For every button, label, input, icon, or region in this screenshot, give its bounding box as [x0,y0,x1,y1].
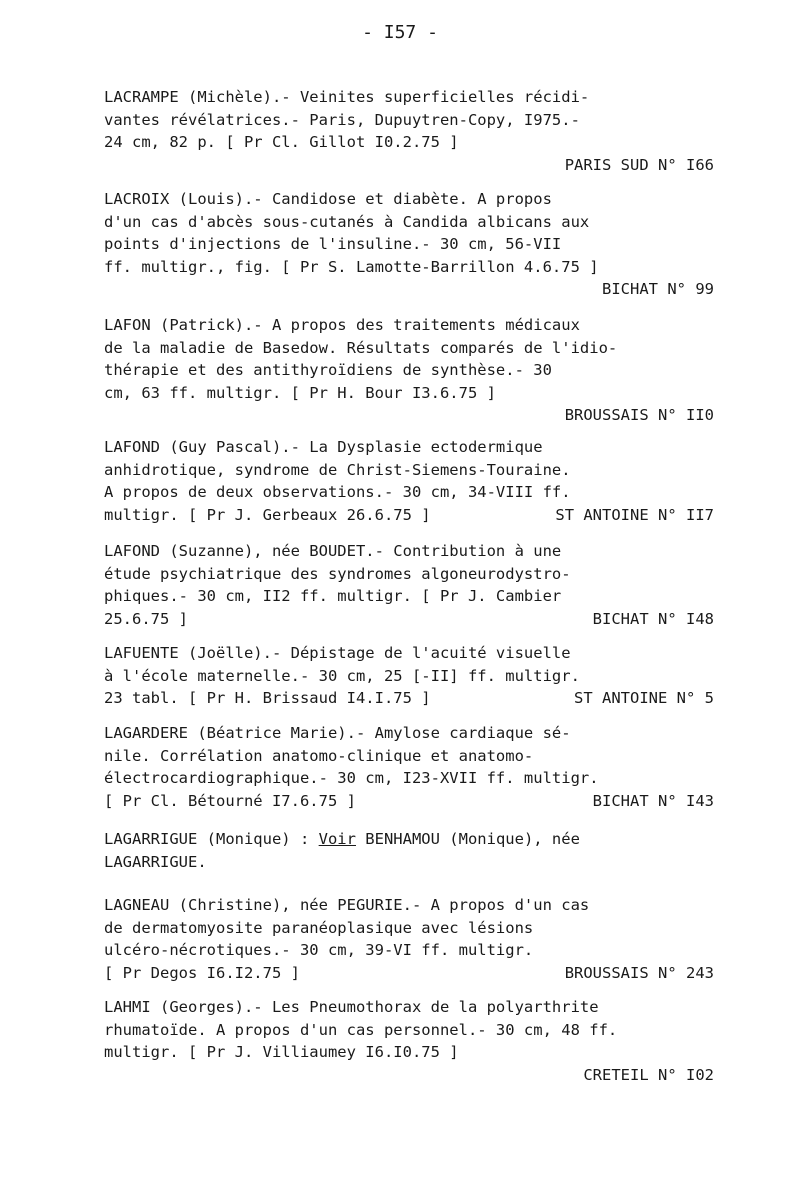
library-call-number: BICHAT N° 99 [602,280,714,298]
entry-last-line [104,790,714,813]
entry-line: thérapie et des antithyroïdiens de synthèse.- 30 [104,361,552,379]
entry-text: BENHAMOU (Monique), née [355,830,580,848]
entry-line: LAGNEAU (Christine), née PEGURIE.- A propos d'un cas [104,896,590,914]
bibliography-entry-lacroix [104,188,714,301]
library-call-number: BICHAT N° I48 [592,609,714,628]
entry-line: [ Pr Cl. Bétourné I7.6.75 ] [104,791,356,810]
bibliography-entry-lafond-suzanne [104,540,714,630]
entry-line: LAFON (Patrick).- A propos des traitements médicaux [104,316,580,334]
library-call-number: ST ANTOINE N° II7 [555,505,714,524]
entry-line: anhidrotique, syndrome de Christ-Siemens-Touraine. [104,460,571,479]
entry-line: d'un cas d'abcès sous-cutanés à Candida albicans aux [104,212,590,231]
bibliography-entry-lafond-guy [104,436,714,526]
entry-line: LAGARRIGUE. [104,852,207,871]
cross-reference-voir: Voir [318,830,356,848]
entry-line: vantes révélatrices.- Paris, Dupuytren-Copy, I975.- [104,110,580,129]
entry-line: [ Pr Degos I6.I2.75 ] [104,963,300,982]
entry-line: A propos de deux observations.- 30 cm, 34-VIII ff. [104,483,571,501]
bibliography-entry-lafon [104,314,714,427]
bibliography-entry-lacrampe [104,86,714,176]
bibliography-entry-lahmi [104,996,714,1086]
entry-line: LAFOND (Guy Pascal).- La Dysplasie ectodermique [104,438,543,456]
entry-line: LAGARDERE (Béatrice Marie).- Amylose cardiaque sé- [104,724,571,742]
bibliography-entry-lagneau [104,894,714,984]
entry-line: multigr. [ Pr J. Villiaumey I6.I0.75 ] [104,1043,459,1061]
page-number: - I57 - [362,22,438,43]
entry-line: 25.6.75 ] [104,609,188,628]
entry-line: LAFOND (Suzanne), née BOUDET.- Contribution à une [104,542,562,560]
entry-line: électrocardiographique.- 30 cm, I23-XVII ff. multigr. [104,769,599,787]
entry-line: 23 tabl. [ Pr H. Brissaud I4.I.75 ] [104,689,431,707]
entry-line: ff. multigr., fig. [ Pr S. Lamotte-Barrillon 4.6.75 ] [104,257,599,276]
entry-line [104,828,714,851]
bibliography-entry-lafuente [104,642,714,710]
entry-line: phiques.- 30 cm, II2 ff. multigr. [ Pr J. Cambier [104,587,562,605]
entry-line: LAFUENTE (Joëlle).- Dépistage de l'acuité visuelle [104,644,571,662]
entry-line: de dermatomyosite paranéoplasique avec lésions [104,918,534,937]
entry-line: ulcéro-nécrotiques.- 30 cm, 39-VI ff. multigr. [104,941,534,959]
entry-line: 24 cm, 82 p. [ Pr Cl. Gillot I0.2.75 ] [104,133,459,151]
library-call-number: PARIS SUD N° I66 [564,155,714,174]
library-call-number: CRETEIL N° I02 [583,1065,714,1084]
entry-last-line [104,504,714,527]
entry-text: LAGARRIGUE (Monique) : [104,830,319,848]
entry-line: points d'injections de l'insuline.- 30 cm, 56-VII [104,235,562,253]
entry-line: nile. Corrélation anatomo-clinique et anatomo- [104,746,534,765]
entry-last-line [104,687,714,710]
entry-line: étude psychiatrique des syndromes algoneurodystro- [104,564,571,583]
entry-last-line [104,962,714,985]
library-call-number: BROUSSAIS N° II0 [564,406,714,424]
entry-line: à l'école maternelle.- 30 cm, 25 [-II] ff. multigr. [104,666,580,685]
library-call-number: BROUSSAIS N° 243 [564,963,714,982]
entry-line: rhumatoïde. A propos d'un cas personnel.- 30 cm, 48 ff. [104,1020,618,1039]
entry-last-line [104,608,714,631]
entry-line: LACROIX (Louis).- Candidose et diabète. A propos [104,190,552,208]
entry-line: LAHMI (Georges).- Les Pneumothorax de la polyarthrite [104,998,599,1016]
entry-line: multigr. [ Pr J. Gerbeaux 26.6.75 ] [104,505,431,524]
entry-line: de la maladie de Basedow. Résultats comparés de l'idio- [104,338,618,357]
library-call-number: ST ANTOINE N° 5 [574,689,714,707]
bibliography-entry-lagardere [104,722,714,812]
bibliography-entry-lagarrigue [104,828,714,873]
library-call-number: BICHAT N° I43 [592,791,714,810]
entry-line: LACRAMPE (Michèle).- Veinites superficielles récidi- [104,88,590,106]
entry-line: cm, 63 ff. multigr. [ Pr H. Bour I3.6.75 ] [104,383,496,402]
